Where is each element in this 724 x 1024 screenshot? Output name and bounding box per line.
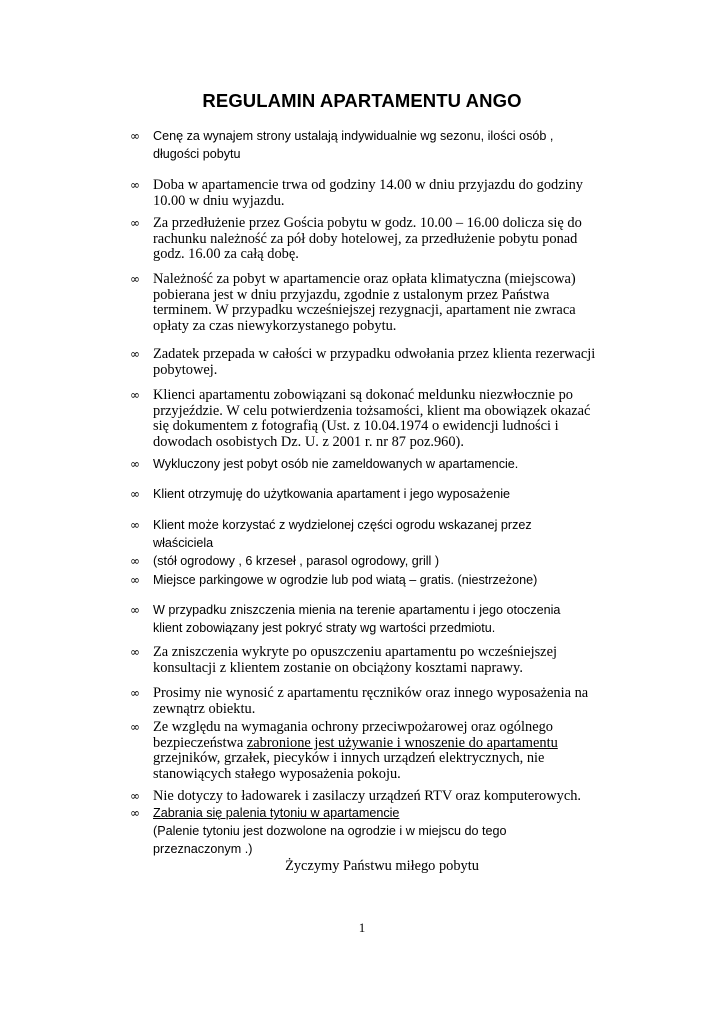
rule-text: Prosimy nie wynosić z apartamentu ręczników oraz innego wyposażenia na zewnątrz obiektu.: [153, 685, 589, 717]
infinity-bullet-icon: ∞: [130, 789, 140, 803]
rule-text: Za przedłużenie przez Gościa pobytu w godz. 10.00 – 16.00 dolicza się do rachunku należność za pół doby hotelowej, za przedłużenie pobytu ponad godz. 16.00 za całą dobę.: [153, 215, 582, 263]
document-title: REGULAMIN APARTAMENTU ANGO: [202, 90, 522, 111]
closing-message: Życzymy Państwu miłego pobytu: [285, 858, 479, 874]
infinity-bullet-icon: ∞: [130, 518, 140, 532]
rule-text: [153, 720, 600, 783]
rule-text: Doba w apartamencie trwa od godziny 14.00 w dniu przyjazdu do godziny 10.00 w dniu wyjazdu.: [153, 177, 583, 209]
infinity-bullet-icon: ∞: [130, 573, 140, 587]
rule-text: (stół ogrodowy , 6 krzeseł , parasol ogrodowy, grill ): [153, 554, 440, 568]
rule-item-extension: [130, 216, 600, 263]
rule-text-part: Ze względu na wymagania ochrony przeciwpożarowej oraz ogólnego bezpieczeństwa: [153, 719, 553, 751]
rule-item-pricing: [130, 127, 600, 163]
infinity-bullet-icon: ∞: [130, 720, 140, 734]
rule-text-underlined: zabronione jest używanie i wnoszenie do apartamentu: [246, 734, 558, 751]
rule-item-damage: [130, 601, 600, 637]
infinity-bullet-icon: ∞: [130, 388, 140, 402]
rule-text: Zadatek przepada w całości w przypadku odwołania przez klienta rezerwacji pobytowej.: [153, 346, 596, 378]
rule-item-deposit: [130, 347, 600, 378]
rule-item-towels: [130, 686, 600, 717]
infinity-bullet-icon: ∞: [130, 806, 140, 820]
rule-item-garden-furniture: [130, 552, 600, 570]
rule-text: Klient otrzymuję do użytkowania apartament i jego wyposażenie: [153, 487, 511, 501]
infinity-bullet-icon: ∞: [130, 603, 140, 617]
rule-text: W przypadku zniszczenia mienia na terenie apartamentu i jego otoczenia klient zobowiązany jest pokryć straty wg wartości przedmiotu.: [153, 603, 561, 635]
infinity-bullet-icon: ∞: [130, 554, 140, 568]
infinity-bullet-icon: ∞: [130, 129, 140, 143]
rule-item-payment: [130, 272, 600, 335]
rule-text: Nie dotyczy to ładowarek i zasilaczy urządzeń RTV oraz komputerowych.: [153, 788, 582, 804]
rule-item-garden: [130, 516, 600, 552]
infinity-bullet-icon: ∞: [130, 178, 140, 192]
rule-item-chargers: [130, 789, 600, 805]
page-number: 1: [358, 920, 366, 935]
infinity-bullet-icon: ∞: [130, 216, 140, 230]
rule-item-equipment: [130, 485, 600, 503]
infinity-bullet-icon: ∞: [130, 347, 140, 361]
rule-text: Zabrania się palenia tytoniu w apartamencie: [153, 806, 400, 820]
rule-text: Klient może korzystać z wydzielonej części ogrodu wskazanej przez właściciela: [153, 518, 532, 550]
infinity-bullet-icon: ∞: [130, 645, 140, 659]
rule-text: Cenę za wynajem strony ustalają indywidualnie wg sezonu, ilości osób , długości pobytu: [153, 129, 554, 161]
rule-item-parking: [130, 571, 600, 589]
rule-text: Miejsce parkingowe w ogrodzie lub pod wiatą – gratis. (niestrzeżone): [153, 573, 538, 587]
rule-text: Należność za pobyt w apartamencie oraz opłata klimatyczna (miejscowa) pobierana jest w dniu przyjazdu, zgodnie z ustalonym przez Państwa terminem. W przypadku wcześniejszej rezygnacji, apartament nie zwraca opłaty za czas niewykorzystanego pobytu.: [153, 271, 576, 335]
infinity-bullet-icon: ∞: [130, 686, 140, 700]
smoking-note: (Palenie tytoniu jest dozwolone na ogrodzie i w miejscu do tego przeznaczonym .): [153, 824, 507, 856]
infinity-bullet-icon: ∞: [130, 457, 140, 471]
rule-text: Za zniszczenia wykryte po opuszczeniu apartamentu po wcześniejszej konsultacji z klientem zostanie on obciążony kosztami naprawy.: [153, 644, 557, 676]
infinity-bullet-icon: ∞: [130, 487, 140, 501]
infinity-bullet-icon: ∞: [130, 272, 140, 286]
rule-text-part: grzejników, grzałek, piecyków i innych urządzeń elektrycznych, nie stanowiących stałego wyposażenia pokoju.: [153, 750, 545, 783]
rule-item-unregistered-guests: [130, 455, 600, 473]
rule-text: Klienci apartamentu zobowiązani są dokonać meldunku niezwłocznie po przyjeździe. W celu potwierdzenia tożsamości, klient ma obowiązek okazać się dokumentem z fotografią (Ust. z 10.04.1974 o ewidencji ludności i dowodach osobistych Dz. U. z 2001 r. nr 87 poz.960).: [153, 387, 591, 451]
rule-item-registration: [130, 388, 600, 451]
rule-item-no-smoking: [130, 804, 600, 822]
rule-text: Wykluczony jest pobyt osób nie zameldowanych w apartamencie.: [153, 457, 519, 471]
rule-item-fire-safety: [130, 720, 600, 783]
rule-item-damage-after-departure: [130, 645, 600, 676]
rule-item-check-in-hours: [130, 178, 600, 209]
